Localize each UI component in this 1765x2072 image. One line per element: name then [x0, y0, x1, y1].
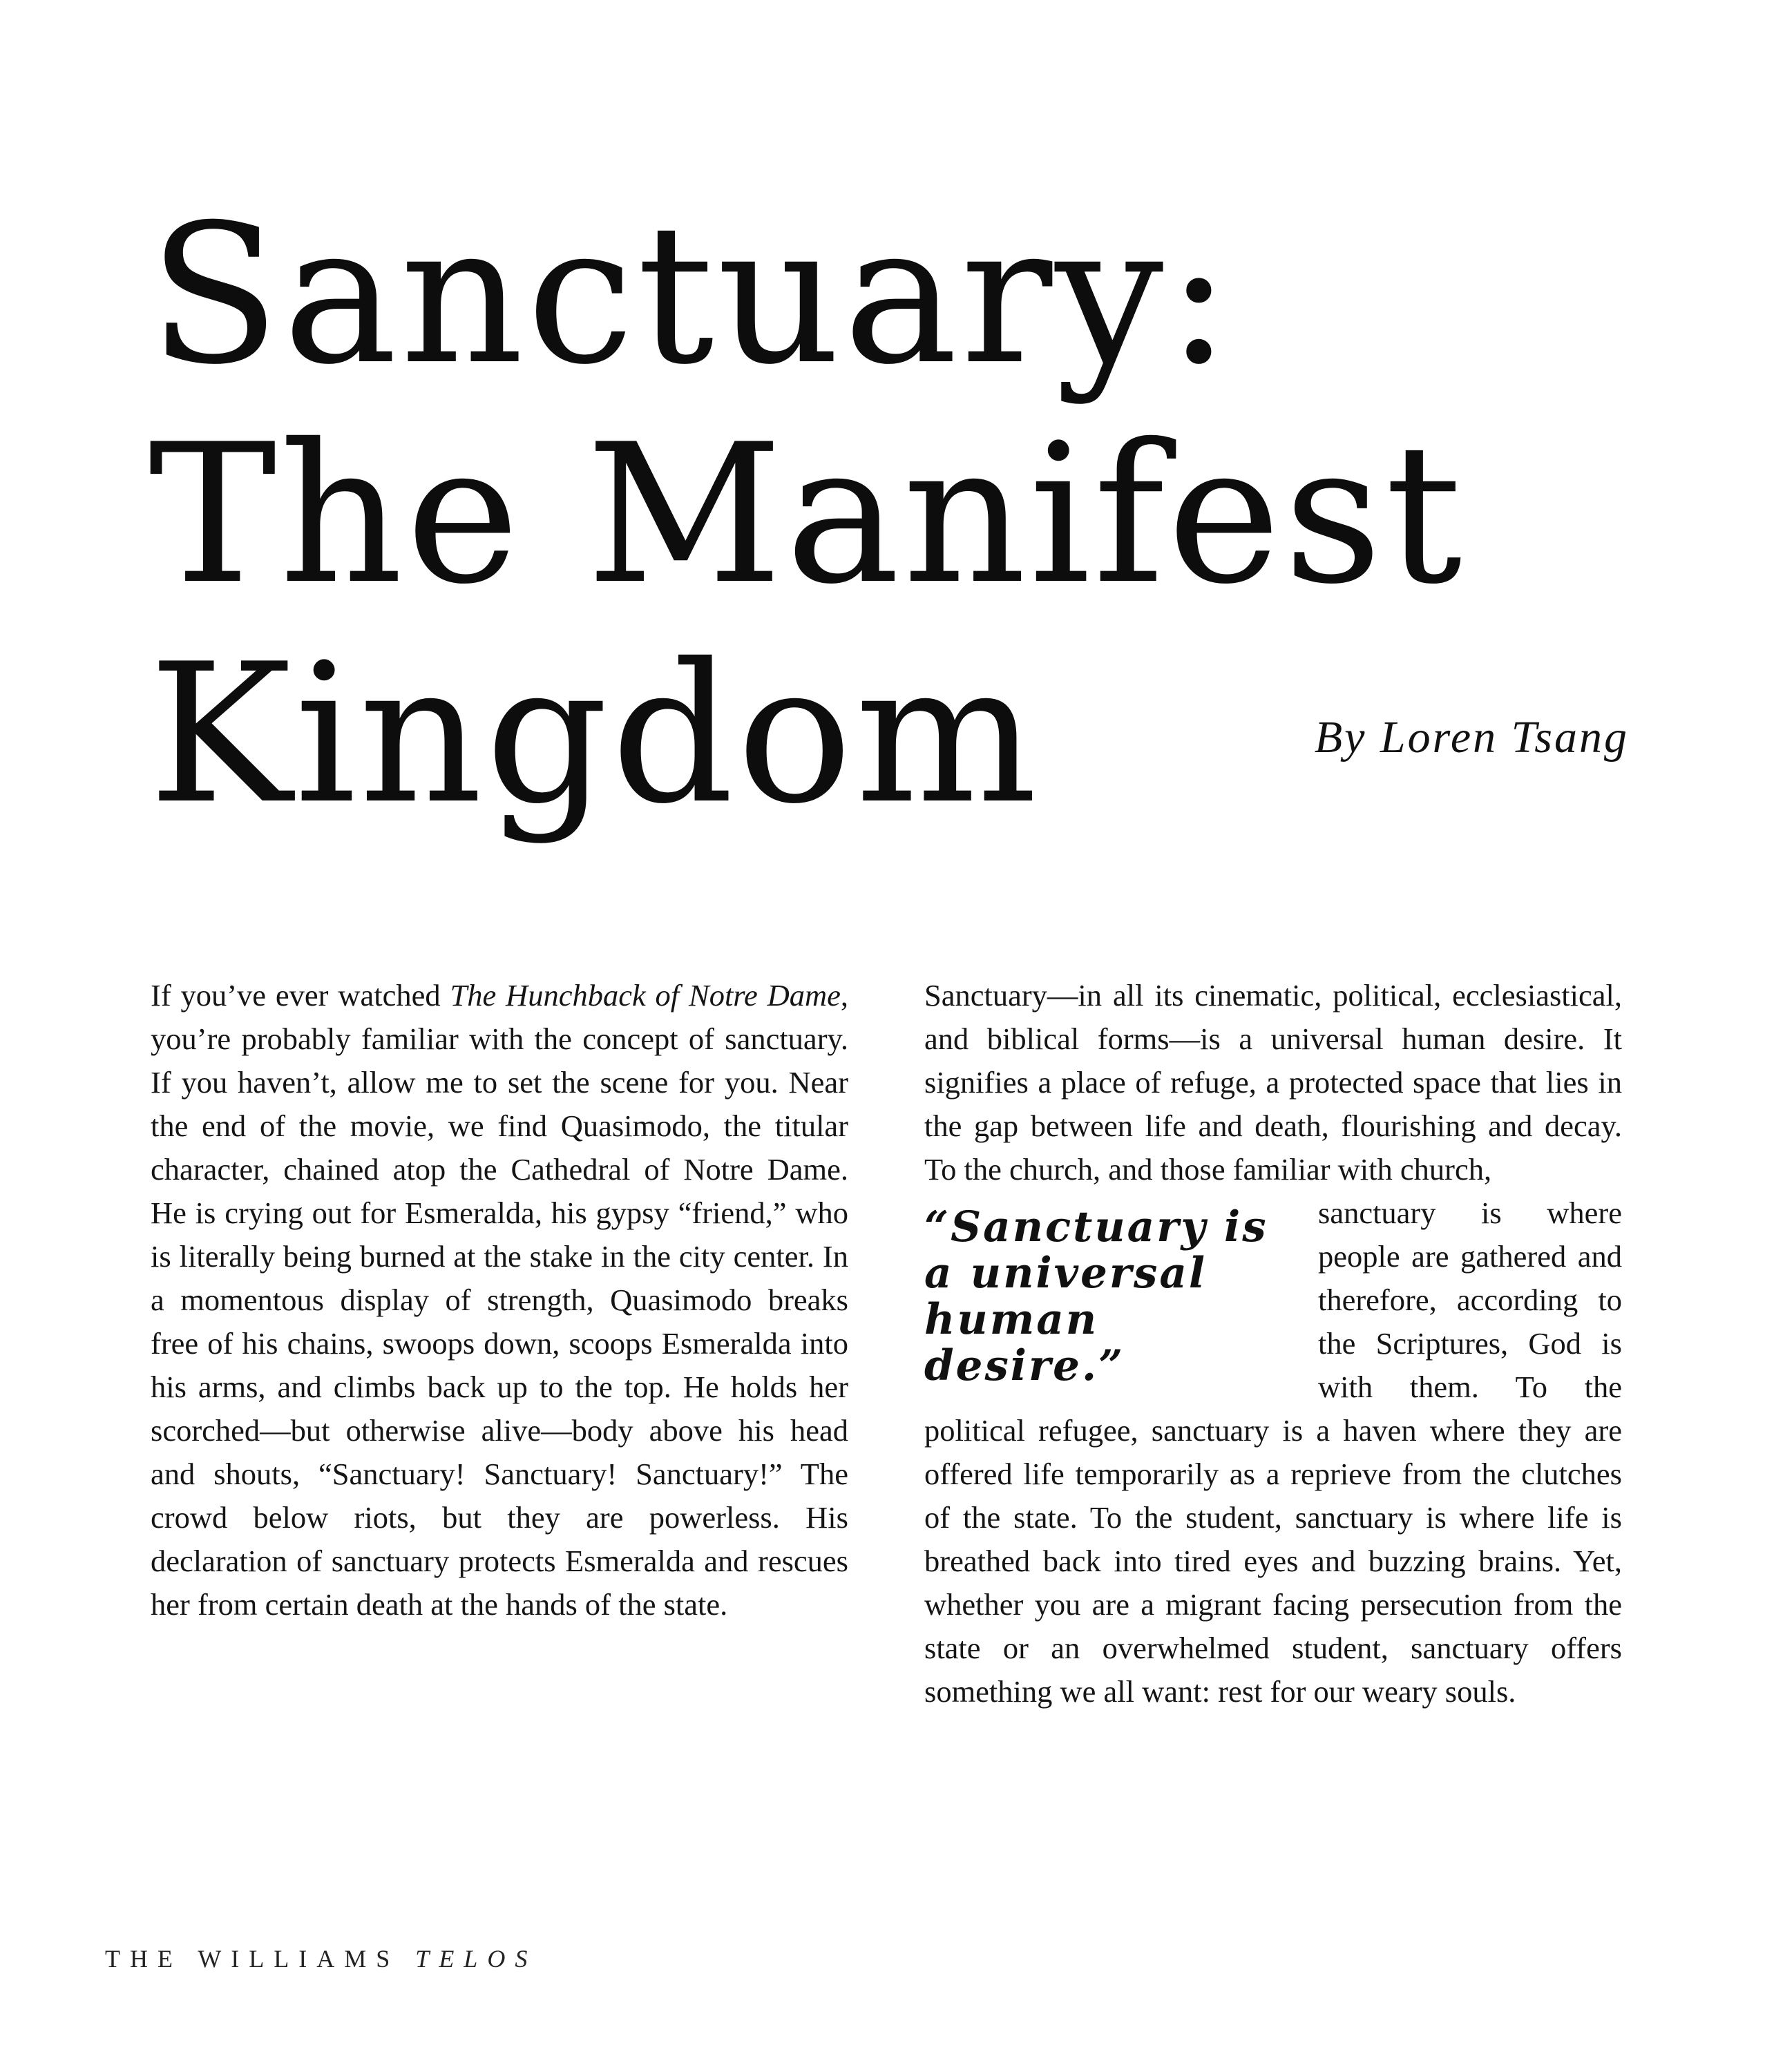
body-column-left [151, 974, 848, 1627]
pull-quote: “Sanctuary is a universal human desire.” [924, 1202, 1268, 1390]
article-title [149, 185, 1465, 844]
footer-publication [105, 1944, 537, 1973]
right-column-rest: sanctuary is where people are gathered and therefore, according to the Scriptures, God is with them. To the political refugee, sanctuary is a haven where they are offered life temporarily as a reprieve from the clutches of the state. To the student, sanctuary is where life is breathed back into tired eyes and buzzing brains. Yet, whether you are a migrant facing persecution from the state or an overwhelmed student, sanctuary offers something we all want: rest for our weary souls. [924, 1196, 1622, 1709]
intro-text: If you’ve ever watched [151, 978, 450, 1013]
footer-prefix: THE WILLIAMS [105, 1945, 400, 1973]
title-line-2: The Manifest [149, 403, 1465, 626]
title-line-1: Sanctuary: [149, 183, 1234, 407]
left-column-text: , you’re probably familiar with the concept of sanctuary. If you haven’t, allow me to set the scene for you. Near the end of the movie, we find Quasimodo, the titular character, chained atop the Cathedral of Notre Dame. He is crying out for Esmeralda, his gypsy “friend,” who is literally being burned at the stake in the city center. In a momentous display of strength, Quasimodo breaks free of his chains, swoops down, scoops Esmeralda into his arms, and climbs back up to the top. He holds her scorched—but otherwise alive—body above his head and shouts, “Sanctuary! Sanctuary! Sanctuary!” The crowd below riots, but they are powerless. His declaration of sanctuary protects Esmeralda and rescues her from certain death at the hands of the state. [151, 978, 848, 1622]
byline: By Loren Tsang [1314, 712, 1629, 762]
body-column-right [924, 974, 1622, 1714]
footer-magazine-name: TELOS [415, 1945, 537, 1973]
film-title: The Hunchback of Notre Dame [450, 978, 841, 1013]
right-column-lead: Sanctuary—in all its cinematic, political, ecclesiastical, and biblical forms—is a universal human desire. It signifies a place of refuge, a protected space that lies in the gap between life and death, flourishing and decay. To the church, and those familiar with church, [924, 978, 1622, 1187]
title-line-3: Kingdom [149, 622, 1040, 846]
